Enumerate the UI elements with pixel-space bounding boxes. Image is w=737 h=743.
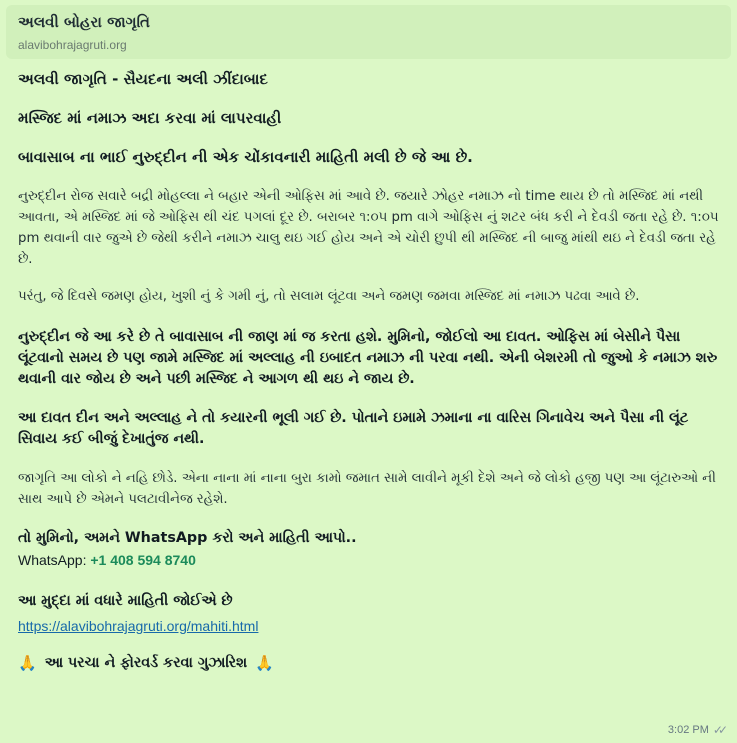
paragraph-3: જાગૃતિ આ લોકો ને નહિ છોડે. એના નાના માં નાના બુરા કામો જમાત સામે લાવીને મૂકી દેશે અને જે લોકો હજી પણ આ લૂંટારુઓ ની સાથ આપે છે એમને પલટાવીનેજ રહેશે. [18, 471, 716, 507]
whatsapp-line [18, 549, 719, 571]
message-time: 3:02 PM [667, 724, 709, 736]
forward-request-text: આ પરચા ને ફોરવર્ડ કરવા ગુઝારિશ [44, 655, 248, 671]
bold-paragraph-1: નુરુદ્દીન જે આ કરે છે તે બાવાસાબ ની જાણ માં જ કરતા હશે. મુમિનો, જોઈલો આ દાવત. ઓફિસ માં બેસીને પૈસા લૂંટવાનો સમય છે પણ જામે મસ્જિદ માં અલ્લાહ ની ઇબાદત નમાઝ ની પરવા નથી. એની બેશરમી તો જુઓ કે નમાઝ શરુ થવાની વાર જોય છે અને પછી મસ્જિદ ને આગળ થી થઇ ને જાય છે. [18, 329, 718, 387]
bold-paragraph-2: આ દાવત દીન અને અલ્લાહ ને તો કયારની ભૂલી ગઈ છે. પોતાને ઇમામે ઝમાના ના વારિસ ગિનાવેચ અને પૈસા ની લૂંટ સિવાય કઈ બીજું દેખાતુંજ નથી. [18, 410, 689, 447]
paragraph-2: પરંતુ, જે દિવસે જમણ હોય, ખુશી નું કે ગમી નું, તો સલામ લૂંટવા અને જમણ જમવા મસ્જિદ માં નમાઝ પઢવા આવે છે. [18, 289, 640, 304]
message-meta [668, 723, 727, 737]
mahiti-link[interactable]: https://alavibohrajagruti.org/mahiti.html [18, 618, 259, 634]
link-preview[interactable] [6, 5, 731, 59]
forward-request [18, 653, 719, 674]
cta-text: તો મુમિનો, અમને WhatsApp કરો અને માહિતી આપો.. [18, 530, 357, 546]
folded-hands-emoji-right: 🙏 [255, 654, 274, 672]
message-content [6, 69, 731, 674]
heading-1: અલવી જાગૃતિ - સૈયદના અલી ઝીંદાબાદ [18, 70, 268, 88]
folded-hands-emoji-left: 🙏 [18, 654, 37, 672]
link-preview-title: અલવી બોહરા જાગૃતિ [18, 13, 150, 31]
more-info-text: આ મુદ્દા માં વધારે માહિતી જોઈએ છે [18, 593, 233, 609]
link-preview-url: alavibohrajagruti.org [18, 38, 127, 52]
heading-2: મસ્જિદ માં નમાઝ અદા કરવા માં લાપરવાહી [18, 109, 282, 127]
whatsapp-label: WhatsApp: [18, 552, 87, 568]
double-check-icon: ✓✓ [712, 723, 723, 737]
heading-3: બાવાસાબ ના ભાઈ નુરુદ્દીન ની એક ચોંકાવનારી માહિતી મલી છે જે આ છે. [18, 148, 473, 166]
whatsapp-number[interactable]: +1 408 594 8740 [90, 552, 196, 568]
paragraph-1: નુરુદ્દીન રોજ સવારે બદ્રી મોહલ્લા ને બહાર એની ઓફિસ માં આવે છે. જયારે ઝોહર નમાઝ નો time થાય છે તો મસ્જિદ માં નથી આવતા, એ મસ્જિદ માં જે ઓફિસ થી ચંદ પગલાં દૂર છે. બરાબર ૧:૦૫ pm વાગે ઓફિસ નું શટર બંધ કરી ને દેવડી જતા રહે છે. ૧:૦૫ pm થવાની વાર જુએ છે જેથી કરીને નમાઝ ચાલુ થઇ ગઈ હોય અને એ ચોરી છુપી થી મસ્જિદ ની બાજુ માંથી થઇ ને દેવડી જતા રહે છે. [18, 189, 719, 267]
